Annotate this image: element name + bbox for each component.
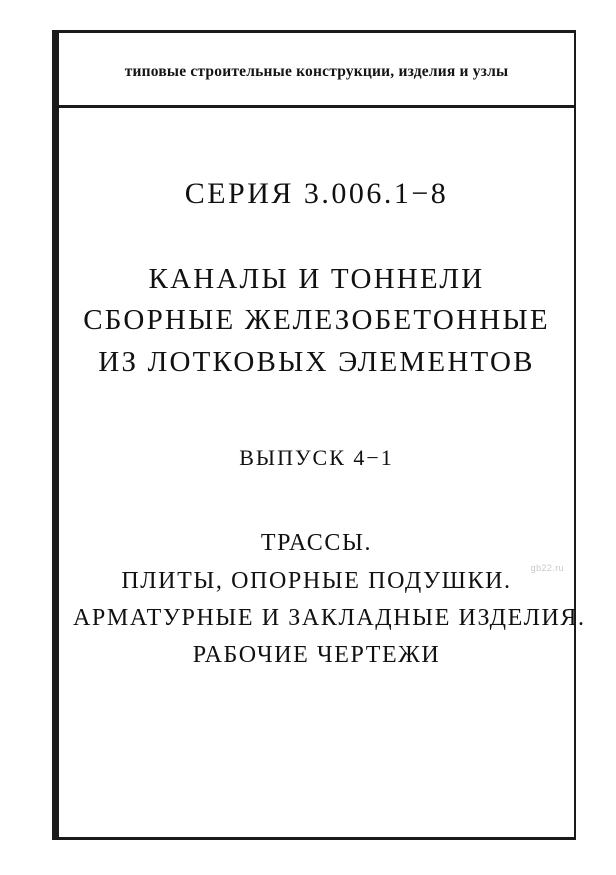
watermark-text: gb22.ru [530,563,564,573]
subtitle-line: ПЛИТЫ, ОПОРНЫЕ ПОДУШКИ. [121,567,512,594]
cover-banner-text: типовые строительные конструкции, изделия и узлы [124,63,509,80]
cover-content [59,105,586,837]
subtitle-block [73,525,586,674]
cover-frame [52,30,586,840]
main-title-line: ИЗ ЛОТКОВЫХ ЭЛЕМЕНТОВ [98,345,535,378]
subtitle-line: ТРАССЫ. [260,530,373,557]
main-title [73,259,560,383]
main-title-line: КАНАЛЫ И ТОННЕЛИ [148,263,485,295]
main-title-line: СБОРНЫЕ ЖЕЛЕЗОБЕТОННЫЕ [83,304,550,337]
subtitle-line: АРМАТУРНЫЕ И ЗАКЛАДНЫЕ ИЗДЕЛИЯ. [73,604,586,631]
issue-number: ВЫПУСК 4−1 [239,445,394,471]
subtitle-line: РАБОЧИЕ ЧЕРТЕЖИ [192,641,441,668]
series-number: СЕРИЯ 3.006.1−8 [184,177,449,210]
